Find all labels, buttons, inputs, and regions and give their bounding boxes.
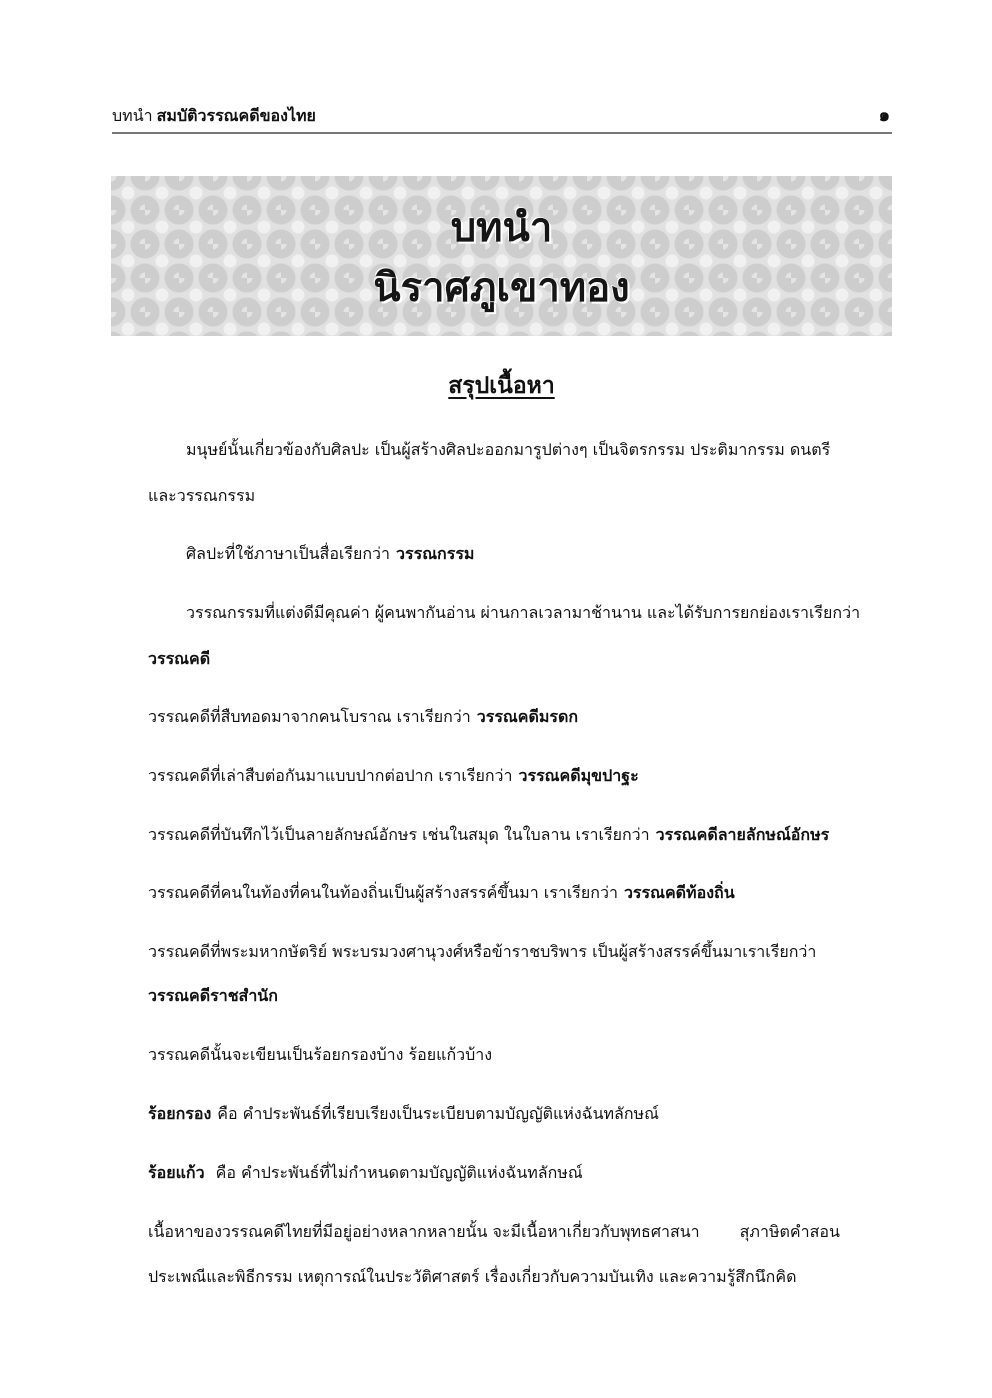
title-banner	[111, 176, 892, 336]
paragraph-8-term: วรรณคดีราชสำนัก	[148, 986, 278, 1005]
paragraph-8-term-line	[148, 983, 278, 1009]
section-heading: สรุปเนื้อหา	[448, 372, 555, 399]
page-header	[112, 104, 892, 134]
paragraph-4-text: วรรณคดีที่สืบทอดมาจากคนโบราณ เราเรียกว่า	[148, 707, 471, 726]
paragraph-12-line-1-end: สุภาษิตคำสอน	[739, 1222, 840, 1241]
banner-title-line2: นิราศภูเขาทอง	[373, 264, 630, 311]
paragraph-3-term-line	[148, 646, 210, 672]
paragraph-7	[148, 880, 735, 906]
paragraph-7-text: วรรณคดีที่คนในท้องที่คนในท้องถิ่นเป็นผู้สร้างสรรค์ขึ้นมา เราเรียกว่า	[148, 883, 618, 902]
paragraph-10	[148, 1101, 659, 1127]
paragraph-1-line-1: มนุษย์นั้นเกี่ยวข้องกับศิลปะ เป็นผู้สร้างศิลปะออกมารูปต่างๆ เป็นจิตรกรรม ประติมากรรม ดนตรี	[186, 440, 831, 459]
paragraph-3-term: วรรณคดี	[148, 649, 211, 668]
paragraph-11-term: ร้อยแก้ว	[148, 1163, 205, 1182]
page-number: ๑	[878, 105, 890, 126]
running-header	[112, 104, 316, 128]
paragraph-12-line-1	[148, 1219, 840, 1245]
paragraph-5	[148, 763, 639, 789]
paragraph-2-term: วรรณกรรม	[396, 544, 475, 563]
paragraph-6	[148, 822, 829, 848]
paragraph-9: วรรณคดีนั้นจะเขียนเป็นร้อยกรองบ้าง ร้อยแก้วบ้าง	[148, 1045, 493, 1064]
banner-title-line1: บทนำ	[450, 204, 553, 251]
paragraph-5-term: วรรณคดีมุขปาฐะ	[518, 766, 639, 785]
paragraph-11-text: คือ คำประพันธ์ที่ไม่กำหนดตามบัญญัติแห่งฉันทลักษณ์	[210, 1163, 583, 1182]
paragraph-6-text: วรรณคดีที่บันทึกไว้เป็นลายลักษณ์อักษร เช่นในสมุด ในใบลาน เราเรียกว่า	[148, 825, 650, 844]
paragraph-5-text: วรรณคดีที่เล่าสืบต่อกันมาแบบปากต่อปาก เราเรียกว่า	[148, 766, 513, 785]
header-label: บทนำ	[112, 106, 153, 125]
paragraph-4	[148, 704, 578, 730]
paragraph-6-term: วรรณคดีลายลักษณ์อักษร	[655, 825, 830, 844]
paragraph-12-line-1-text: เนื้อหาของวรรณคดีไทยที่มีอยู่อย่างหลากหลายนั้น จะมีเนื้อหาเกี่ยวกับพุทธศาสนา	[148, 1222, 700, 1241]
paragraph-1-line-2: และวรรณกรรม	[148, 486, 256, 505]
paragraph-10-term: ร้อยกรอง	[148, 1104, 212, 1123]
paragraph-8-line-1: วรรณคดีที่พระมหากษัตริย์ พระบรมวงศานุวงศ์หรือข้าราชบริพาร เป็นผู้สร้างสรรค์ขึ้นมาเราเรียกว่า	[148, 942, 817, 961]
paragraph-12-line-2: ประเพณีและพิธีกรรม เหตุการณ์ในประวัติศาสตร์ เรื่องเกี่ยวกับความบันเทิง และความรู้สึกนึกคิด	[148, 1267, 797, 1286]
header-book-title: สมบัติวรรณคดีของไทย	[156, 106, 316, 125]
paragraph-2-text: ศิลปะที่ใช้ภาษาเป็นสื่อเรียกว่า	[186, 544, 391, 563]
paragraph-3-line-1: วรรณกรรมที่แต่งดีมีคุณค่า ผู้คนพากันอ่าน ผ่านกาลเวลามาช้านาน และได้รับการยกย่องเราเรียกว่า	[186, 603, 861, 622]
paragraph-7-term: วรรณคดีท้องถิ่น	[623, 883, 735, 902]
paragraph-10-text: คือ คำประพันธ์ที่เรียบเรียงเป็นระเบียบตามบัญญัติแห่งฉันทลักษณ์	[217, 1104, 659, 1123]
paragraph-4-term: วรรณคดีมรดก	[476, 707, 579, 726]
paragraph-11	[148, 1160, 583, 1186]
paragraph-2	[186, 541, 474, 567]
